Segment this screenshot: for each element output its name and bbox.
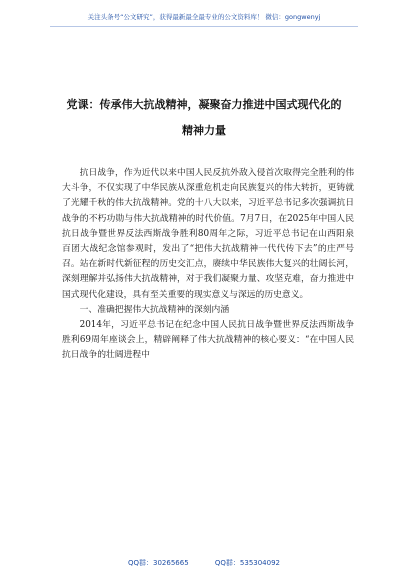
section-heading: 一、准确把握伟大抗战精神的深刻内涵 (79, 304, 230, 315)
header-divider (50, 26, 358, 27)
document-title-line1: 党课：传承伟大抗战精神，凝聚奋力推进中国式现代化的 (66, 98, 342, 111)
page-footer (0, 558, 408, 568)
document-body (62, 166, 354, 364)
body-paragraph: 抗日战争，作为近代以来中国人民反抗外敌入侵首次取得完全胜利的伟大斗争，不仅实现了中华民族从深重危机走向民族复兴的伟大转折，更铸就了光耀千秋的伟大抗战精神。党的十八大以来，习近平总书记多次强调抗日战争的不朽功勋与伟大抗战精神的时代价值。7月7日，在2025年中国人民抗日战争暨世界反法西斯战争胜利80周年之际，习近平总书记在山西阳泉百团大战纪念馆参观时，发出了“把伟大抗战精神一代代传下去”的庄严号召。站在新时代新征程的历史交汇点，赓续中华民族伟大复兴的壮阔长河，深刻理解并弘扬伟大抗战精神，对于我们凝聚力量、攻坚克难，奋力推进中国式现代化建设，具有至关重要的现实意义与深远的历史意义。 (62, 168, 354, 300)
footer-qq-group-2: QQ群：535304092 (214, 559, 280, 567)
body-paragraph: 2014年，习近平总书记在纪念中国人民抗日战争暨世界反法西斯战争胜利69周年座谈会上，精辟阐释了伟大抗战精神的核心要义：“在中国人民抗日战争的壮阔进程中 (62, 320, 354, 361)
page-header-banner: 关注头条号“公文研究”，获得最新最全最专业的公文资料库！ 微信：gongwenyj (87, 13, 321, 21)
document-title-line2: 精神力量 (182, 124, 226, 137)
footer-qq-group-1: QQ群：30265665 (128, 559, 189, 567)
